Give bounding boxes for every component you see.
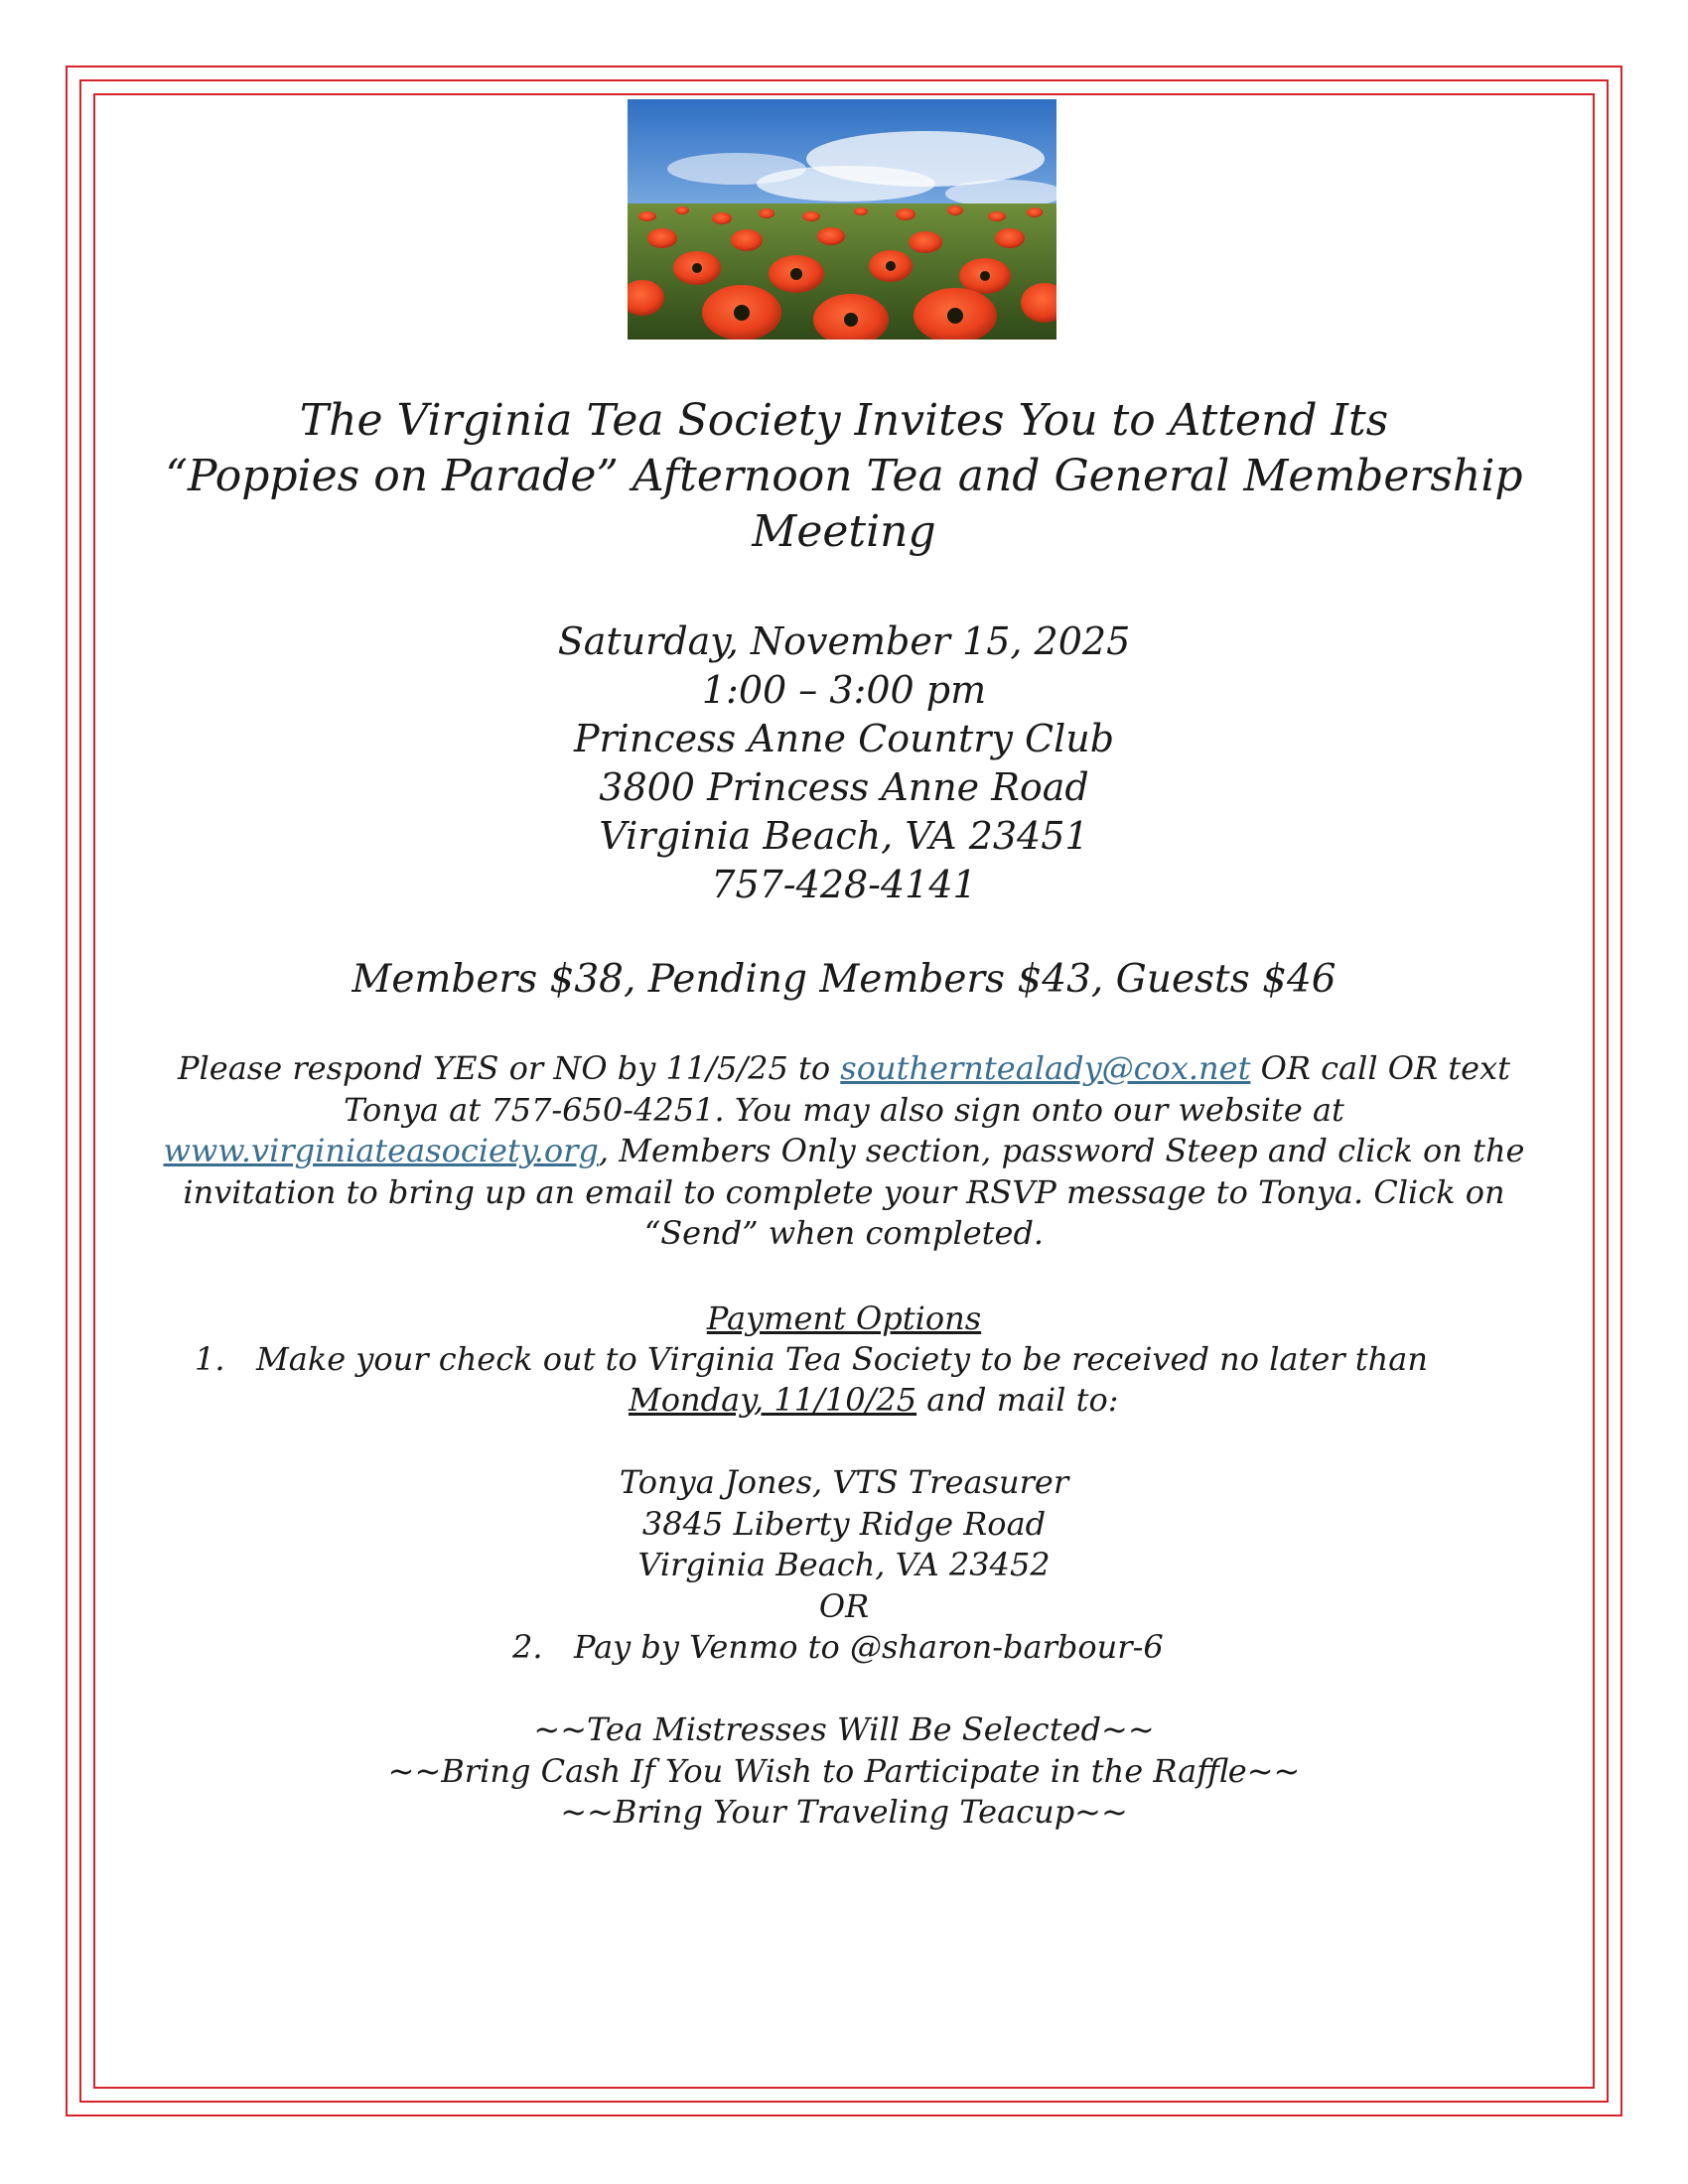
deadline-date: Monday, 11/10/25 xyxy=(629,1381,917,1419)
option-number: 2. xyxy=(512,1628,543,1666)
rsvp-text: , Members Only section, password Steep and click on the xyxy=(598,1132,1525,1169)
event-details xyxy=(99,617,1589,909)
deadline-tail: and mail to: xyxy=(916,1381,1119,1419)
website-link[interactable]: www.virginiateasociety.org xyxy=(163,1132,599,1169)
rsvp-text: OR call OR text xyxy=(1250,1049,1510,1087)
rsvp-text: Please respond YES or NO by 11/5/25 to xyxy=(178,1049,841,1087)
closing-line-2: ~~Bring Cash If You Wish to Participate in the Raffle~~ xyxy=(387,1751,1301,1790)
payment-option-2 xyxy=(512,1627,1164,1668)
closing-notes xyxy=(99,1709,1589,1834)
rsvp-line-2: Tonya at 757-650-4251. You may also sign onto our website at xyxy=(344,1090,1344,1129)
event-phone: 757-428-4141 xyxy=(711,863,977,906)
ticket-prices: Members $38, Pending Members $43, Guests $46 xyxy=(352,957,1336,1002)
event-city: Virginia Beach, VA 23451 xyxy=(599,814,1089,858)
email-link[interactable]: southerntealady@cox.net xyxy=(840,1049,1251,1087)
invitation-title xyxy=(99,393,1589,560)
rsvp-line-5: “Send” when completed. xyxy=(643,1214,1045,1252)
or-separator: OR xyxy=(818,1586,870,1625)
closing-line-1: ~~Tea Mistresses Will Be Selected~~ xyxy=(533,1710,1155,1748)
address-name: Tonya Jones, VTS Treasurer xyxy=(619,1463,1069,1501)
mailing-address xyxy=(487,1462,1201,1627)
rsvp-line-3 xyxy=(99,1131,1589,1172)
title-line-2: “Poppies on Parade” Afternoon Tea and General Membership xyxy=(165,451,1523,501)
event-date: Saturday, November 15, 2025 xyxy=(557,619,1131,663)
option-2-text: Pay by Venmo to @sharon-barbour-6 xyxy=(574,1628,1164,1666)
title-line-3: Meeting xyxy=(752,506,936,557)
payment-options-heading xyxy=(99,1298,1589,1339)
option-1-text: Make your check out to Virginia Tea Society to be received no later than xyxy=(256,1340,1428,1378)
closing-line-3: ~~Bring Your Traveling Teacup~~ xyxy=(560,1793,1128,1831)
address-street: 3845 Liberty Ridge Road xyxy=(641,1504,1047,1543)
title-line-1: The Virginia Tea Society Invites You to Attend Its xyxy=(299,395,1389,446)
event-time: 1:00 – 3:00 pm xyxy=(701,668,987,712)
poppy-field-photo xyxy=(628,99,1056,340)
payment-heading-text: Payment Options xyxy=(706,1299,982,1337)
option-number: 1. xyxy=(195,1340,225,1378)
event-venue: Princess Anne Country Club xyxy=(573,717,1115,760)
rsvp-instructions xyxy=(99,1048,1589,1255)
rsvp-line-1 xyxy=(99,1048,1589,1090)
event-street: 3800 Princess Anne Road xyxy=(599,765,1089,809)
address-city: Virginia Beach, VA 23452 xyxy=(637,1546,1051,1583)
rsvp-line-4: invitation to bring up an email to complete your RSVP message to Tonya. Click on xyxy=(183,1172,1505,1211)
payment-option-1-deadline xyxy=(629,1380,1119,1421)
payment-option-1 xyxy=(195,1339,1428,1380)
